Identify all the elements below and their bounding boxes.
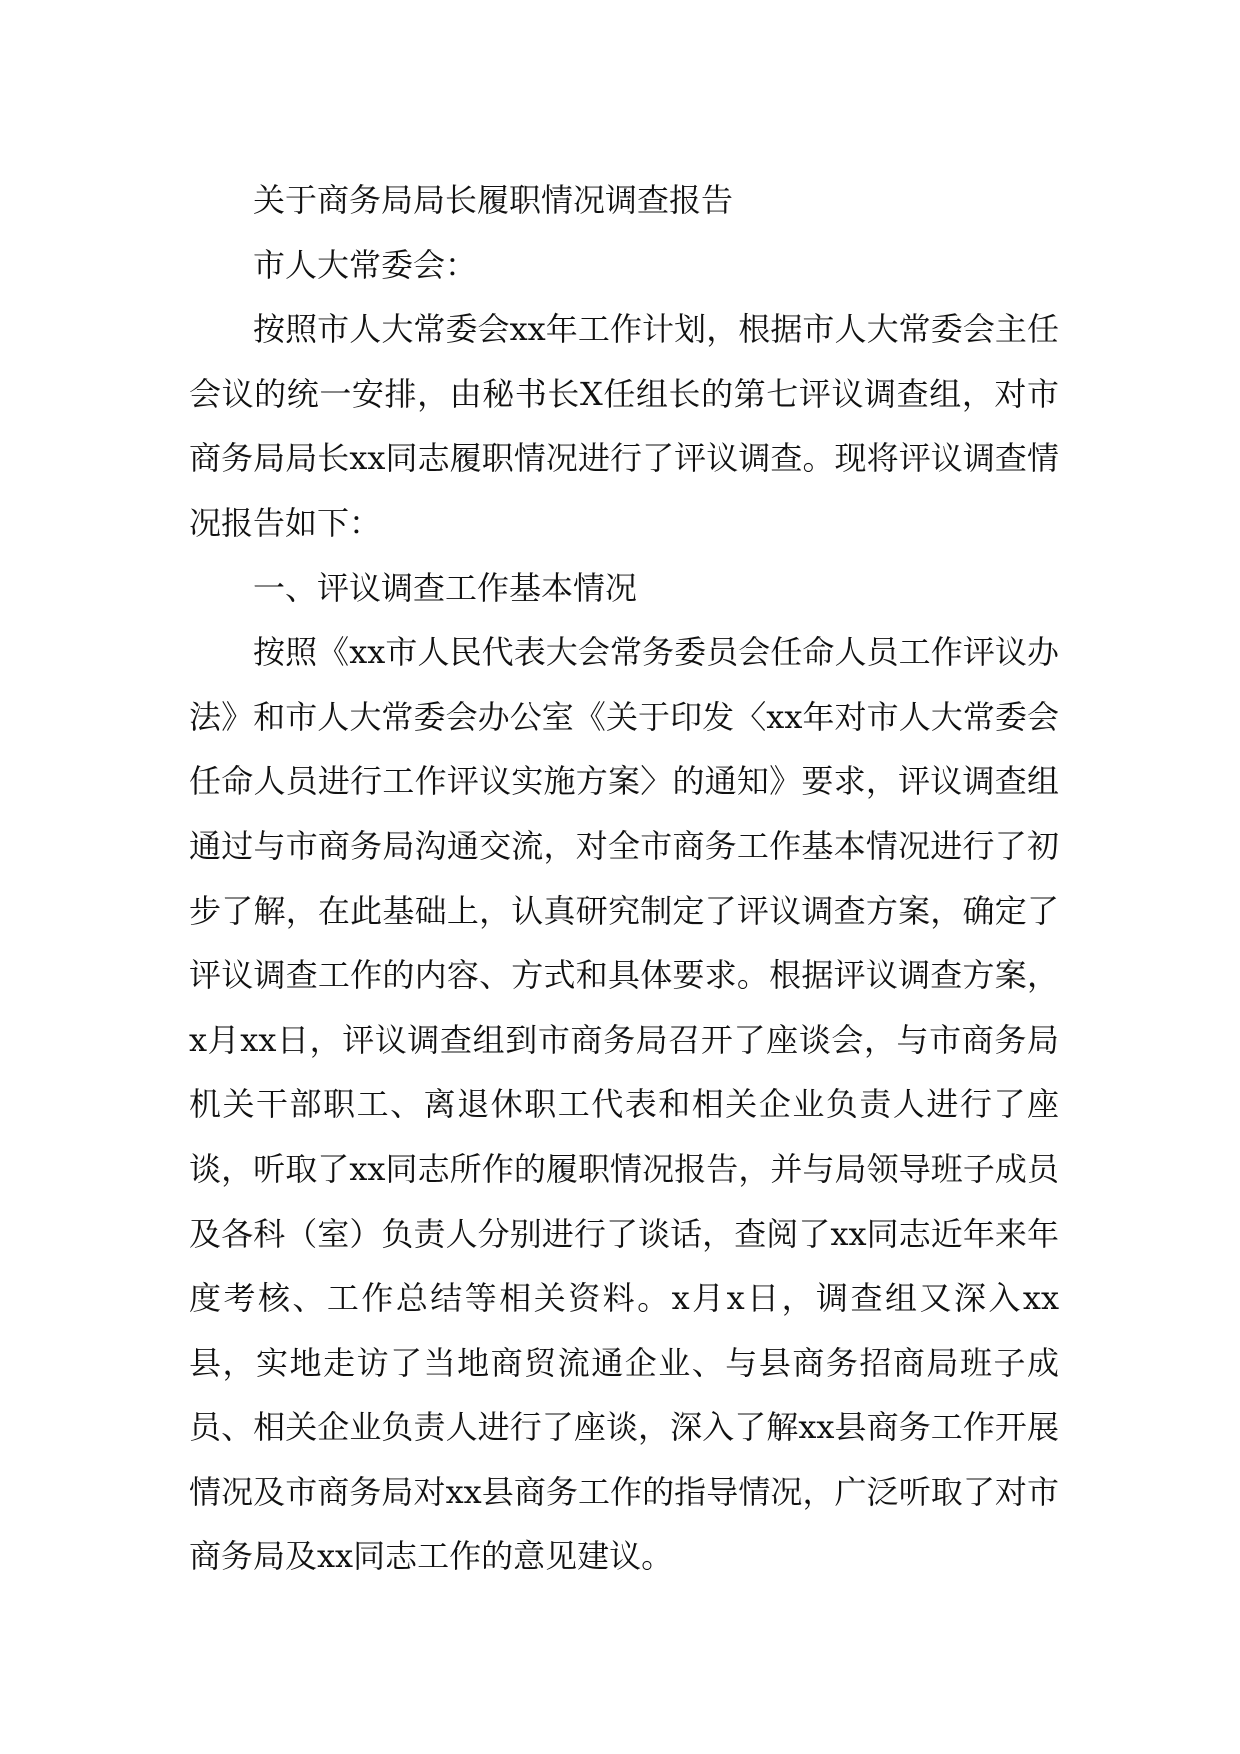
section-heading: 一、评议调查工作基本情况 xyxy=(253,568,638,607)
document-body xyxy=(189,168,1059,1589)
body-paragraph: 按照《xx市人民代表大会常务委员会任命人员工作评议办法》和市人大常委会办公室《关于印发〈xx年对市人大常委会任命人员进行工作评议实施方案〉的通知》要求，评议调查组通过与市商务局沟通交流，对全市商务工作基本情况进行了初步了解，在此基础上，认真研究制定了评议调查方案，确定了评议调查工作的内容、方式和具体要求。根据评议调查方案，x月xx日，评议调查组到市商务局召开了座谈会，与市商务局机关干部职工、离退休职工代表和相关企业负责人进行了座谈，听取了xx同志所作的履职情况报告，并与局领导班子成员及各科（室）负责人分别进行了谈话，查阅了xx同志近年来年度考核、工作总结等相关资料。x月x日，调查组又深入xx县，实地走访了当地商贸流通企业、与县商务招商局班子成员、相关企业负责人进行了座谈，深入了解xx县商务工作开展情况及市商务局对xx县商务工作的指导情况，广泛听取了对市商务局及xx同志工作的意见建议。 xyxy=(189,633,1059,1576)
report-title: 关于商务局局长履职情况调查报告 xyxy=(253,181,734,219)
salutation: 市人大常委会： xyxy=(253,245,478,284)
intro-paragraph: 按照市人大常委会xx年工作计划，根据市人大常委会主任会议的统一安排，由秘书长X任组长的第七评议调查组，对市商务局局长xx同志履职情况进行了评议调查。现将评议调查情况报告如下： xyxy=(189,310,1059,542)
